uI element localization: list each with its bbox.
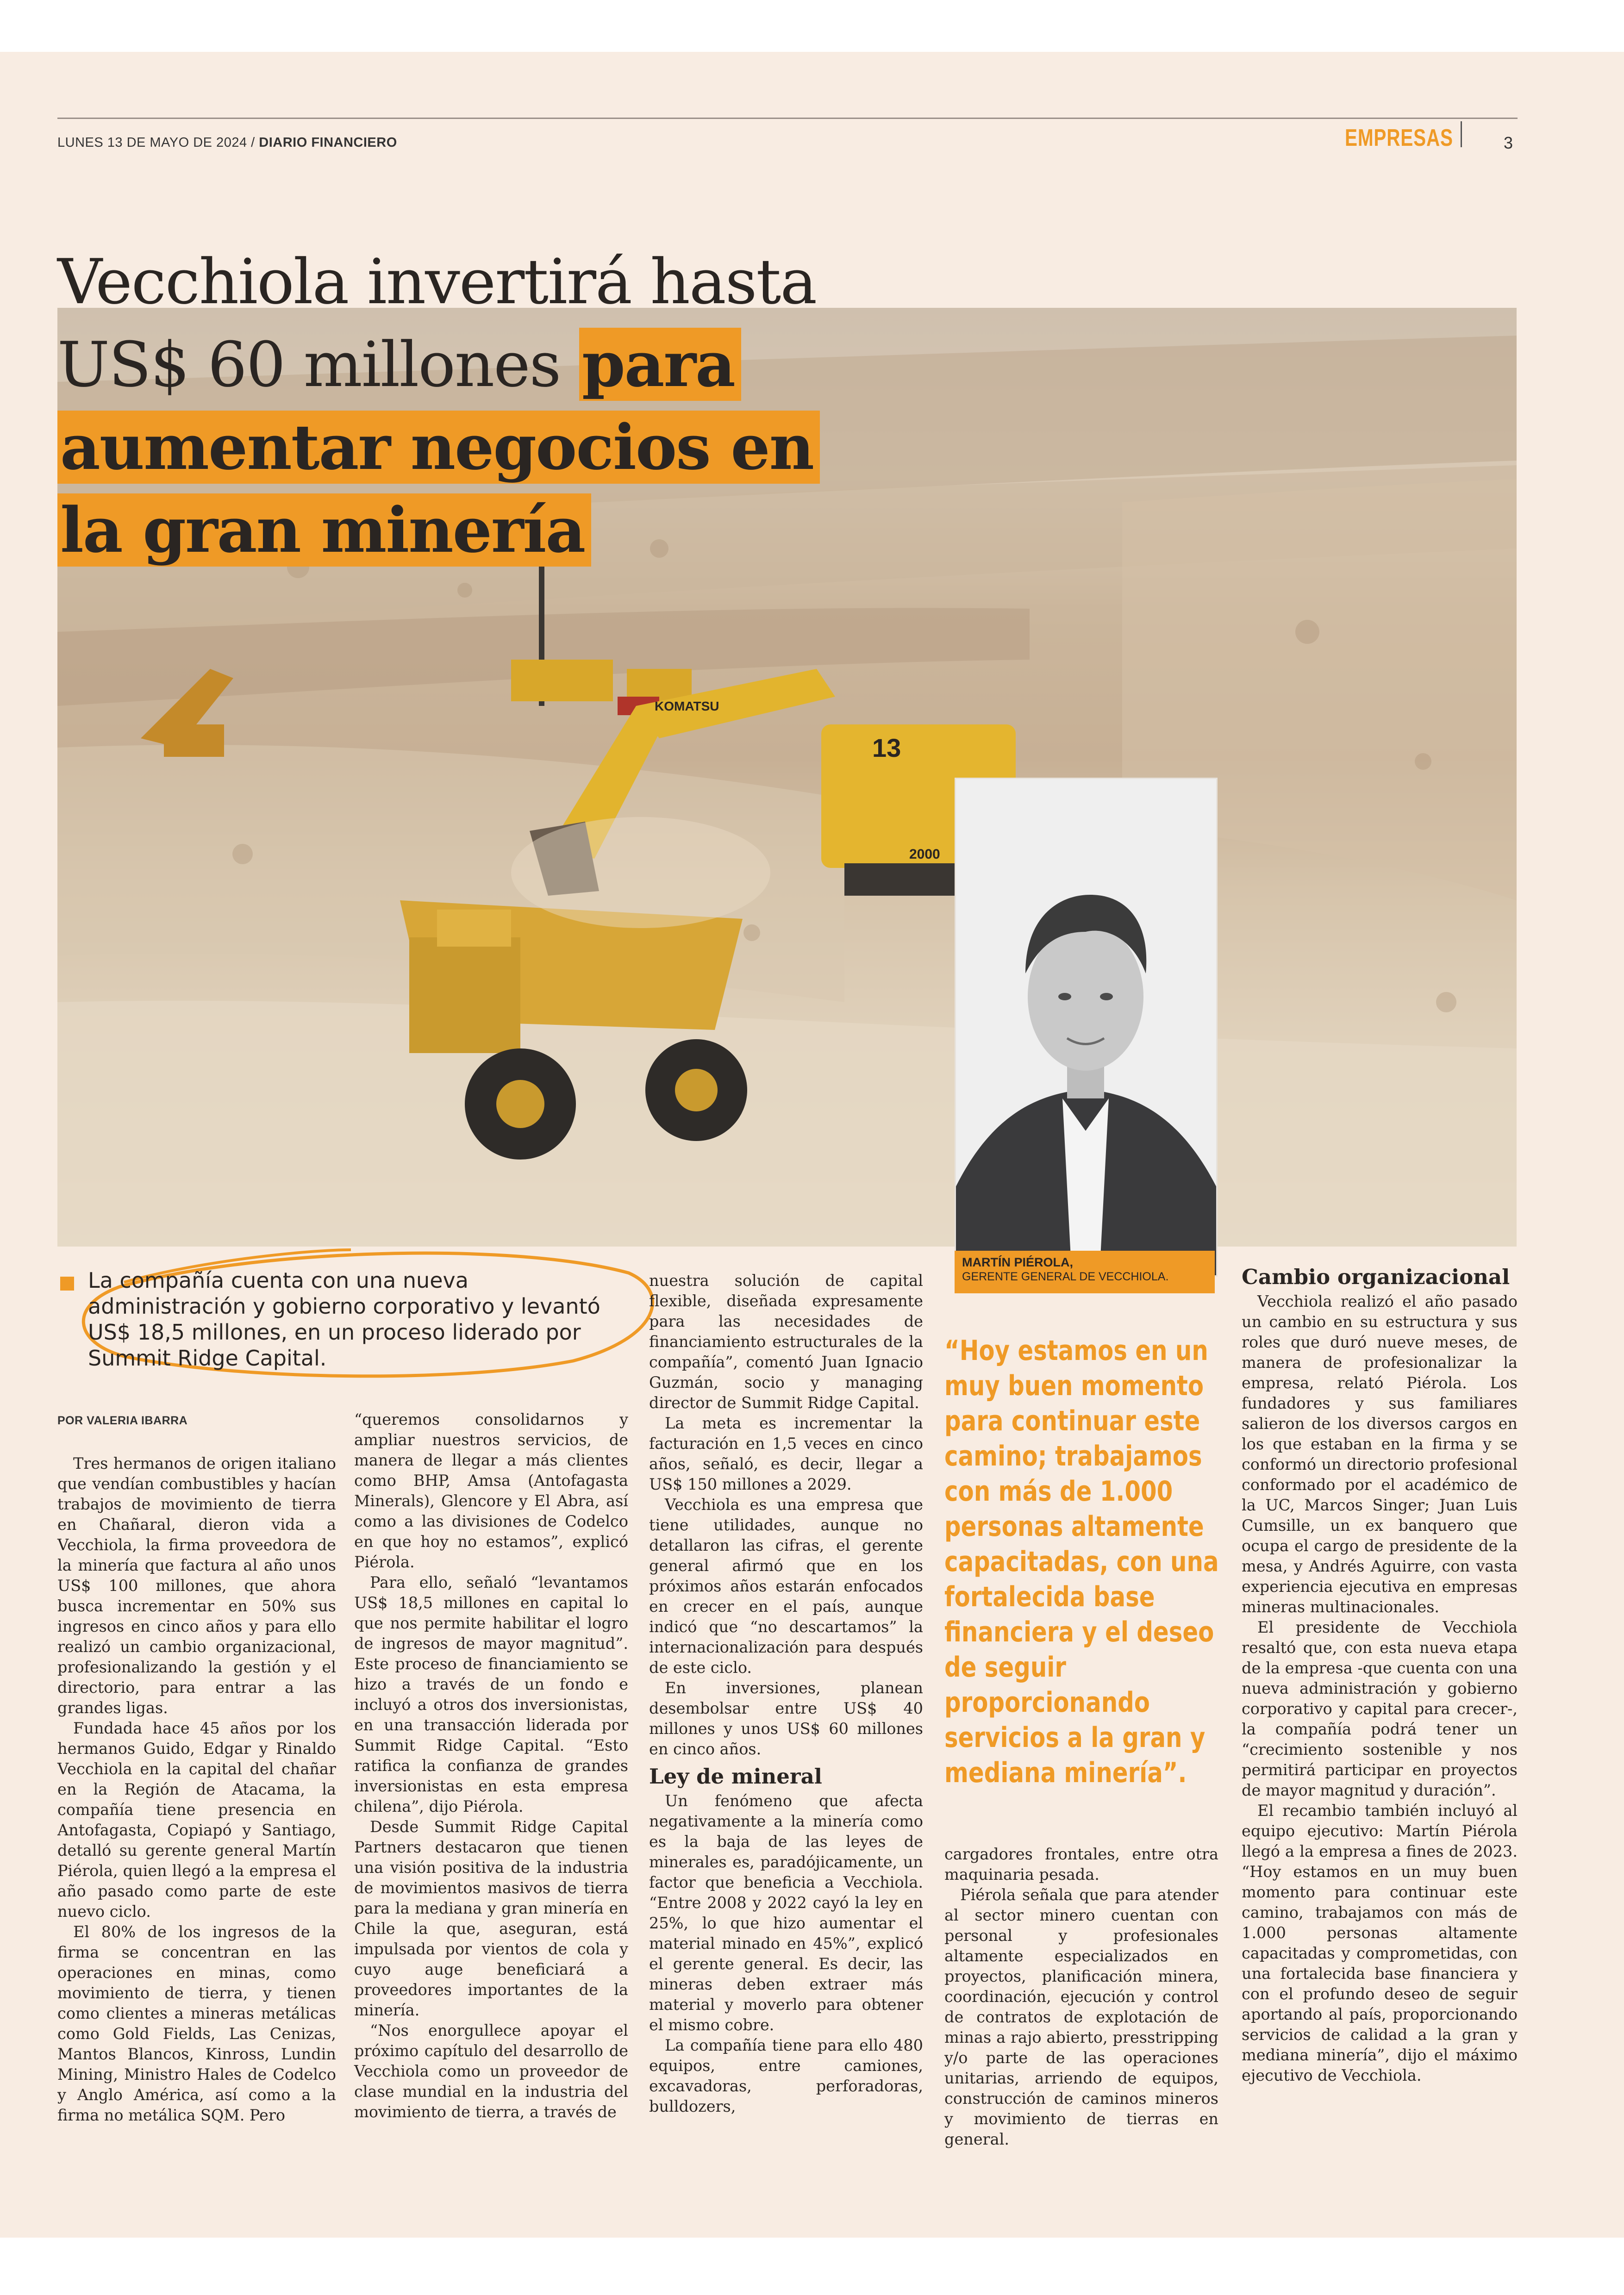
column-4 <box>944 1844 1218 2150</box>
publication-name: DIARIO FINANCIERO <box>259 135 397 150</box>
paragraph: “queremos consolidarnos y ampliar nuestros servicios, de manera de llegar a más clientes como BHP, Amsa (Antofagasta Minerals), Glencore y El Abra, así como a las divisiones de Codelco en que hoy no estamos”, explicó Piérola. <box>354 1410 628 1571</box>
paragraph: El presidente de Vecchiola resaltó que, con esta nueva etapa de la empresa -que cuenta con una nueva administración y gobierno corporativo y capital para crecer-, la compañía podrá tener un “crecimiento sostenible y nos permitirá participar en proyectos de mayor magnitud y duración”. <box>1242 1618 1518 1799</box>
lead-summary: La compañía cuenta con una nueva administración y gobierno corporativo y levantó US$ 18,5 millones, en un proceso liderado por Summit Ridge Capital. <box>88 1268 600 1371</box>
column-3 <box>649 1271 923 2117</box>
paragraph: cargadores frontales, entre otra maquinaria pesada. <box>944 1845 1218 1883</box>
paragraph: Piérola señala que para atender al sector minero cuentan con personal y profesionales altamente especializados en proyectos, planificación minera, coordinación, ejecución y control de contratos de explotación de minas a rajo abierto, presstripping y/o parte de las operaciones unitarias, arriendo de equipos, construcción de caminos mineros y movimiento de tierras en general. <box>944 1886 1218 2148</box>
section-divider <box>1461 121 1462 147</box>
paragraph: Tres hermanos de origen italiano que vendían combustibles y hacían trabajos de movimiento de tierra en Chañaral, dieron vida a Vecchiola, la firma proveedora de la minería que factura al año unos US$ 100 millones, que ahora busca incrementar en 50% sus ingresos en cinco años y para ello realizó un cambio organizacional, profesionalizando la gestión y el directorio, para entrar a las grandes ligas. <box>57 1454 336 1717</box>
headline-line-1: Vecchiola invertirá hasta <box>57 246 817 318</box>
paragraph: Fundada hace 45 años por los hermanos Guido, Edgar y Rinaldo Vecchiola en la capital del chañar en la Región de Atacama, la compañía tiene presencia en Antofagasta, Copiapó y Santiago, detalló su gerente general Martín Piérola, quien llegó a la empresa el año pasado como parte de este nuevo ciclo. <box>57 1719 336 1921</box>
excavator-number: 13 <box>872 733 901 762</box>
header-rule <box>57 118 1518 119</box>
page-number: 3 <box>1504 133 1513 152</box>
subheading-cambio-organizacional: Cambio organizacional <box>1242 1265 1510 1289</box>
paragraph: El 80% de los ingresos de la firma se concentran en las operaciones en minas, como movimiento de tierra, y tienen como clientes a mineras metálicas como Gold Fields, Las Cenizas, Mantos Blancos, Kinross, Lundin Mining, Ministro Hales de Codelco y Anglo América, así como a la firma no metálica SQM. Pero <box>57 1923 336 2124</box>
column-1 <box>57 1453 336 2126</box>
byline: POR VALERIA IBARRA <box>57 1414 188 1427</box>
paragraph: Para ello, señaló “levantamos US$ 18,5 millones en capital lo que nos permite habilitar el logro de ingresos de mayor magnitud”. Este proceso de financiamiento se hizo a través de un fondo e incluyó a otros dos inversionistas, en una transacción liderada por Summit Ridge Capital. “Esto ratifica la confianza de grandes inversionistas en esta empresa chilena”, dijo Piérola. <box>354 1573 628 1815</box>
paragraph: “Nos enorgullece apoyar el próximo capítulo del desarrollo de Vecchiola como un proveedor de clase mundial en la industria del movimiento de tierra, a través de <box>354 2021 628 2121</box>
headline-line-2-plain: US$ 60 millones <box>57 329 579 401</box>
headline-highlight-4: la gran minería <box>57 493 591 567</box>
paragraph: Un fenómeno que afecta negativamente a la minería como es la baja de las leyes de minerales es, paradójicamente, un factor que beneficia a Vecchiola. “Entre 2008 y 2022 cayó la ley en 25%, lo que hizo aumentar el material minado en 45%”, explicó el gerente general. Es decir, las mineras deben extraer más material y moverlo para obtener el mismo cobre. <box>649 1792 923 2034</box>
paragraph: Vecchiola es una empresa que tiene utilidades, aunque no detallaron las cifras, el gerente general afirmó que en los próximos años estarán enfocados en crecer en el país, aunque indicó que “no descartamos” la internacionalización para después de este ciclo. <box>649 1496 923 1677</box>
paragraph: El recambio también incluyó al equipo ejecutivo: Martín Piérola llegó a la empresa a fines de 2023. “Hoy estamos en un muy buen momento para continuar este camino, trabajamos con más de 1.000 personas altamente capacitadas y comprometidas, con una fortalecida base financiera y con el profundo deseo de seguir aportando al país, proporcionando servicios de calidad a la gran y mediana minería”, dijo el máximo ejecutivo de Vecchiola. <box>1242 1802 1518 2084</box>
headline-line-3 <box>57 406 820 489</box>
lead-bullet <box>60 1277 74 1291</box>
section-label: EMPRESAS <box>1345 125 1453 151</box>
excavator-brand: KOMATSU <box>655 699 719 713</box>
pull-quote: “Hoy estamos en un muy buen momento para continuar este camino; trabajamos con más de 1.000 personas altamente capacitadas, con una fortalecida base financiera y el deseo de seguir proporcionando servicios a la gran y mediana minería”. <box>944 1335 1219 1789</box>
headline-line-4 <box>57 489 820 572</box>
paragraph: La meta es incrementar la facturación en 1,5 veces en cinco años, señaló, es decir, llegar a US$ 150 millones a 2029. <box>649 1414 923 1493</box>
portrait-illustration <box>956 779 1216 1275</box>
excavator-model: 2000 <box>909 847 940 862</box>
paragraph: Desde Summit Ridge Capital Partners destacaron que tienen una visión positiva de la industria de movimientos masivos de tierra para la mediana y gran minería en Chile la que, aseguran, está impulsada por vientos de cola y cuyo auge beneficiará a proveedores importantes de la minería. <box>354 1818 628 2019</box>
portrait-photo <box>955 778 1218 1277</box>
subheading-ley-de-mineral: Ley de mineral <box>649 1764 822 1789</box>
dateline <box>57 135 397 150</box>
headline-line-2 <box>57 323 820 406</box>
headline <box>57 241 820 572</box>
paragraph: nuestra solución de capital flexible, diseñada expresamente para las necesidades de financiamiento estructurales de la compañía”, comentó Juan Ignacio Guzmán, socio y managing director de Summit Ridge Capital. <box>649 1272 923 1412</box>
headline-highlight-para: para <box>579 328 741 401</box>
paragraph: La compañía tiene para ello 480 equipos, entre camiones, excavadoras, perforadoras, bulldozers, <box>649 2036 923 2115</box>
portrait-caption-name: MARTÍN PIÉROLA, <box>962 1255 1073 1269</box>
paragraph: En inversiones, planean desembolsar entre US$ 40 millones y unos US$ 60 millones en cinco años. <box>649 1679 923 1758</box>
issue-date: LUNES 13 DE MAYO DE 2024 / <box>57 135 255 150</box>
portrait-caption-role: GERENTE GENERAL DE VECCHIOLA. <box>962 1270 1169 1283</box>
paragraph: Vecchiola realizó el año pasado un cambio en su estructura y sus roles que duró nueve meses, de manera de profesionalizar la empresa, relató Piérola. Los fundadores y sus familiares salieron de los diversos cargos en los que estaban en la firma y se conformó un directorio profesional conformado por el académico de la UC, Marcos Singer; Juan Luis Cumsille, un ex banquero que ocupa el cargo de presidente de la mesa, y Andrés Aguirre, con vasta experiencia ejecutiva en empresas mineras multinacionales. <box>1242 1292 1518 1616</box>
column-2 <box>354 1409 628 2122</box>
column-5 <box>1242 1265 1518 2086</box>
headline-highlight-3: aumentar negocios en <box>57 411 820 484</box>
